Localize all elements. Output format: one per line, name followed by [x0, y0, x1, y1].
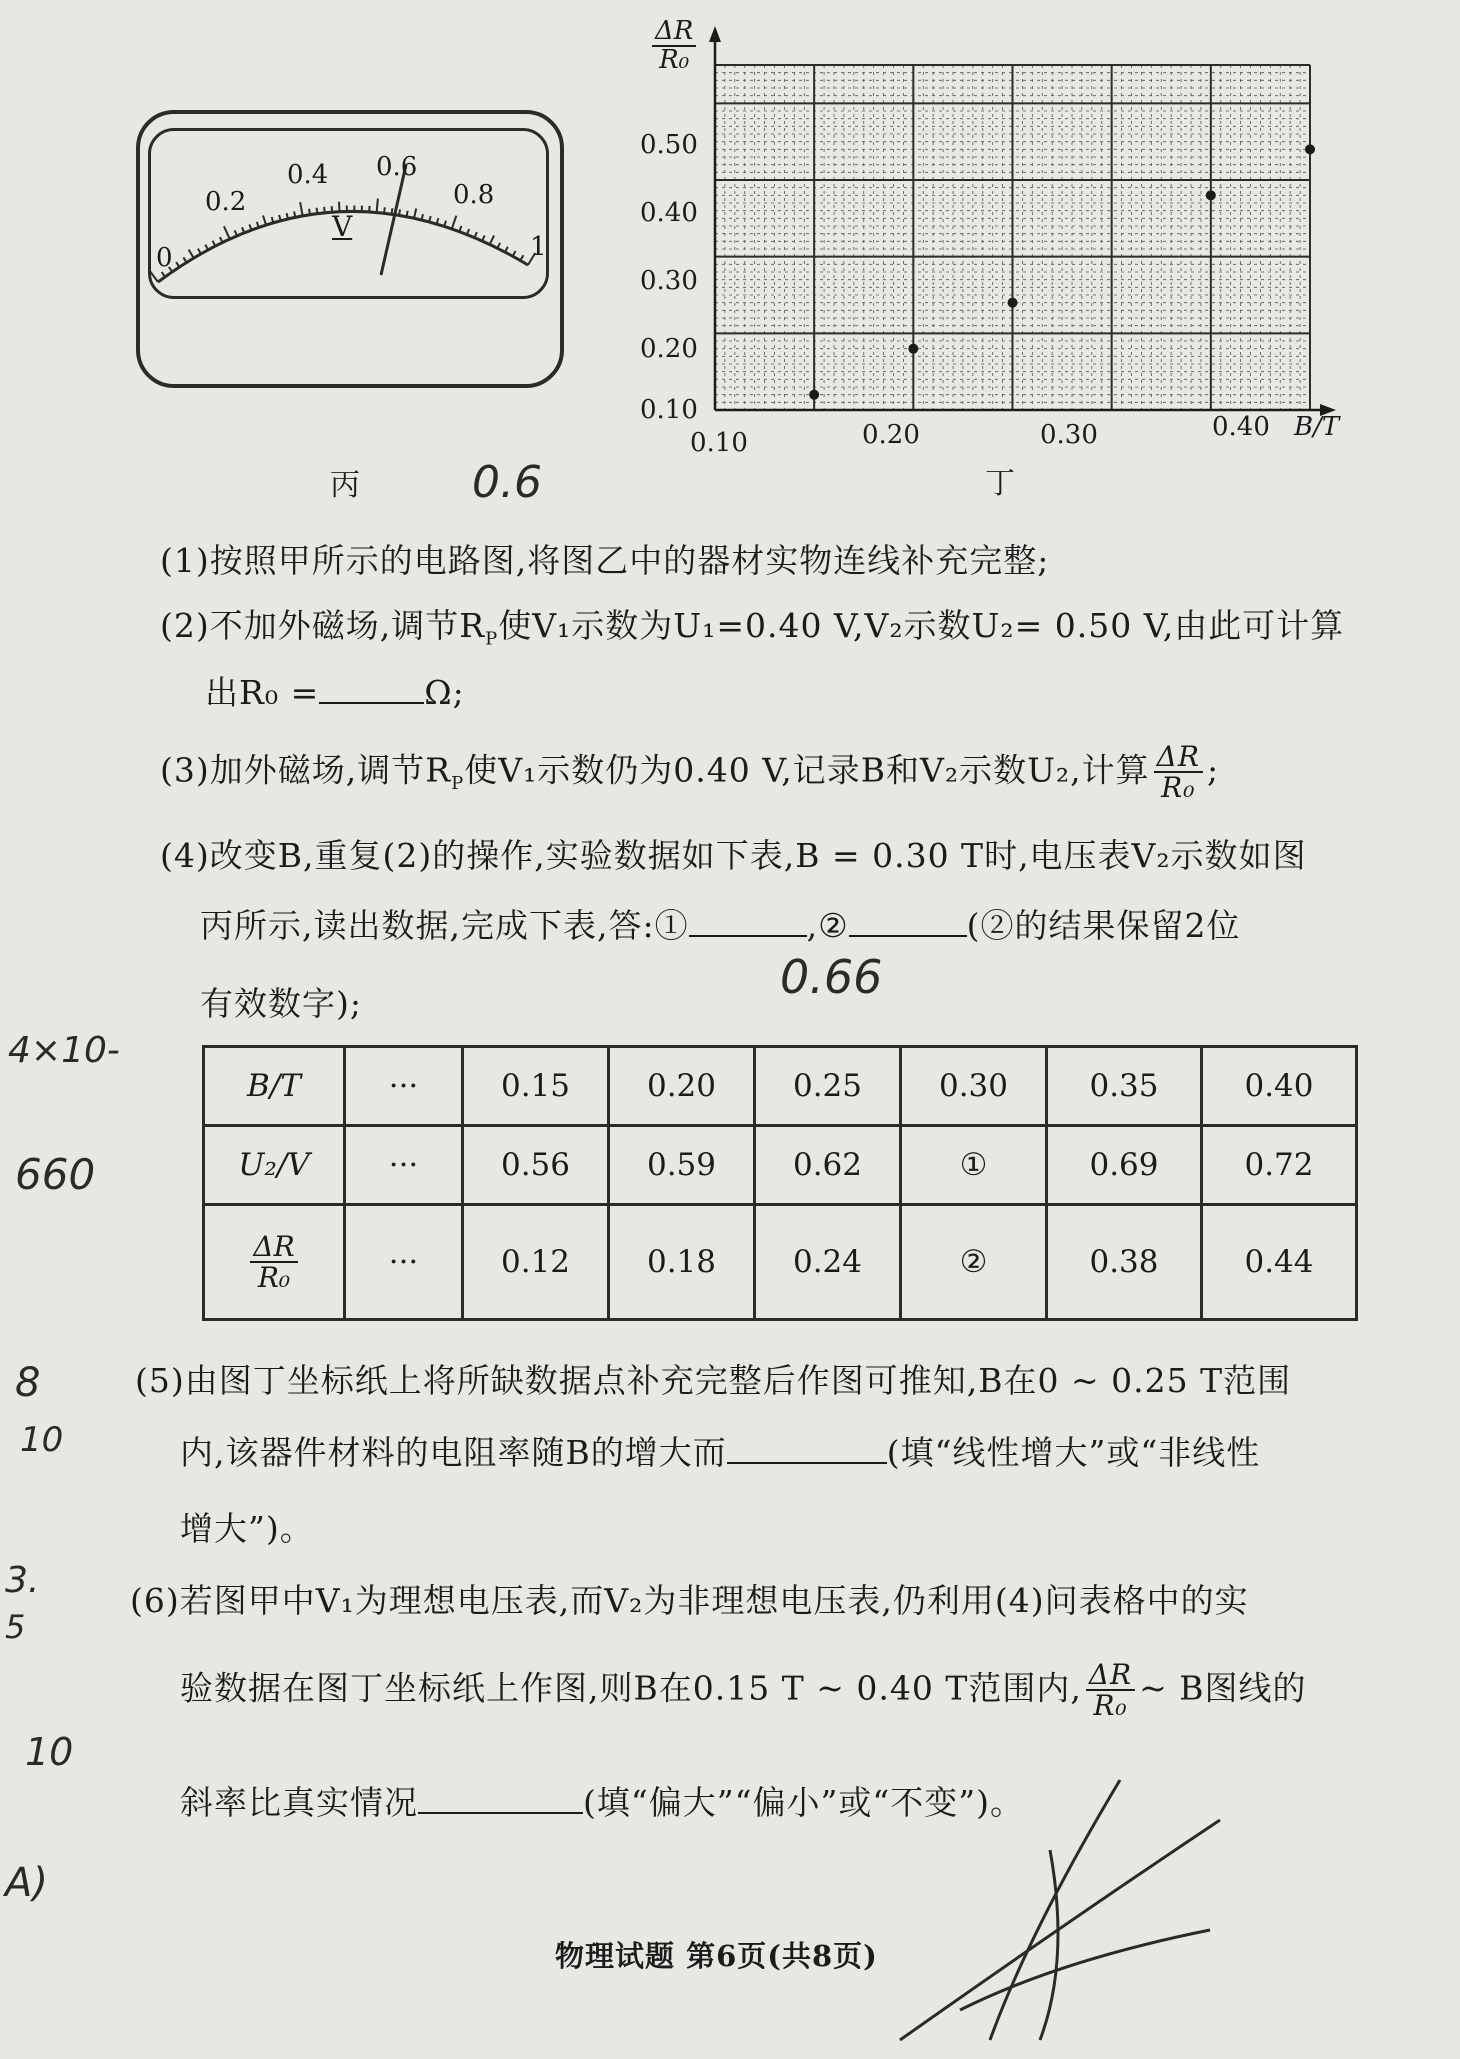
graph-caption: 丁 [985, 466, 1016, 501]
data-point [1305, 144, 1315, 154]
question-6-line1: (6)若图甲中V₁为理想电压表,而V₂为非理想电压表,仍利用(4)问表格中的实 [130, 1581, 1249, 1620]
y-tick-0.10: 0.10 [640, 395, 698, 425]
table-cell: 0.15 [463, 1047, 609, 1126]
meter-tick [414, 208, 416, 218]
graph-y-label: $\frac{\Delta R}{\text{R₀}}$ [652, 18, 696, 75]
data-point [1206, 190, 1216, 200]
meter-tick [482, 235, 484, 240]
handwritten-answer-note: 0.66 [780, 950, 883, 1004]
table-cell: 0.69 [1047, 1126, 1202, 1205]
question-6-line3: 斜率比真实情况 (填“偏大”“偏小”或“不变”)。 [180, 1783, 1024, 1822]
meter-tick [183, 257, 186, 262]
meter-tick [317, 208, 318, 214]
margin-note: 8 [15, 1360, 41, 1406]
meter-tick [309, 209, 310, 215]
page-footer: 物理试题 第6页(共8页) [555, 1939, 878, 1973]
meter-label-0.4: 0.4 [287, 160, 329, 190]
data-table [202, 1045, 1358, 1321]
meter-label-1: 1 [530, 232, 547, 262]
meter-tick [384, 207, 385, 213]
table-cell: 0.30 [901, 1047, 1047, 1126]
table-cell: 0.40 [1202, 1047, 1357, 1126]
meter-tick [399, 209, 400, 215]
answer-blank-6 [418, 1782, 583, 1814]
handwritten-meter-note: 0.6 [472, 457, 542, 508]
table-row [204, 1126, 1357, 1205]
x-axis-label: B/T [1294, 412, 1340, 442]
table-cell: ··· [345, 1047, 463, 1126]
data-point [1008, 298, 1018, 308]
margin-note: A) [5, 1860, 48, 1906]
meter-tick [452, 216, 457, 229]
meter-caption: 丙 [330, 468, 361, 503]
table-cell: 0.18 [609, 1205, 755, 1320]
y-tick-0.30: 0.30 [640, 266, 698, 296]
question-4-line1: (4)改变B,重复(2)的操作,实验数据如下表,B = 0.30 T时,电压表V₂示数如图 [160, 836, 1307, 875]
meter-tick [324, 207, 325, 213]
table-cell: 0.24 [755, 1205, 901, 1320]
meter-tick [213, 241, 216, 246]
table-row [204, 1047, 1357, 1126]
table-row [204, 1205, 1357, 1320]
meter-tick [422, 214, 423, 220]
meter-tick [392, 208, 393, 214]
meter-unit: V [332, 210, 353, 243]
question-4-line3: 有效数字); [200, 984, 362, 1023]
meter-tick [407, 211, 408, 217]
margin-note: 10 [20, 1420, 64, 1460]
meter-tick [198, 249, 201, 254]
x-tick-0.40: 0.40 [1212, 412, 1270, 442]
meter-tick [377, 199, 378, 213]
question-2-line2: 出R₀ = Ω; [205, 673, 465, 712]
table-cell: ··· [345, 1205, 463, 1320]
margin-note: 4×10- [8, 1030, 120, 1071]
answer-blank-5 [727, 1432, 887, 1464]
margin-note: 660 [15, 1150, 96, 1199]
y-tick-0.20: 0.20 [640, 334, 698, 364]
meter-tick [497, 243, 500, 248]
y-tick-0.40: 0.40 [640, 198, 698, 228]
meter-tick [205, 245, 208, 250]
graph-ding [620, 10, 1360, 460]
table-cell: 0.62 [755, 1126, 901, 1205]
question-4-line2: 丙所示,读出数据,完成下表,答:① ,② (②的结果保留2位 [200, 906, 1241, 945]
data-point [908, 344, 918, 354]
meter-tick [224, 226, 230, 239]
question-6-line2: 验数据在图丁坐标纸上作图,则B在0.15 T ~ 0.40 T范围内, $\frac{\Delta R}{\text{R₀}}$ ~ B图线的 [180, 1658, 1307, 1723]
table-cell: 0.44 [1202, 1205, 1357, 1320]
answer-blank-1 [689, 905, 807, 937]
data-point [809, 390, 819, 400]
meter-tick [520, 255, 523, 260]
meter-tick [300, 202, 302, 216]
margin-note: 3. [5, 1560, 40, 1601]
meter-label-0.6: 0.6 [376, 152, 418, 182]
table-cell: 0.72 [1202, 1126, 1357, 1205]
meter-tick [287, 213, 288, 219]
x-tick-0.20: 0.20 [862, 420, 920, 450]
table-cell: ② [901, 1205, 1047, 1320]
question-1: (1)按照甲所示的电路图,将图乙中的器材实物连线补充完整; [160, 541, 1050, 580]
question-5-line3: 增大”)。 [180, 1509, 314, 1548]
meter-tick [235, 230, 237, 236]
meter-tick [189, 249, 194, 258]
table-cell: B/T [204, 1047, 345, 1126]
table-cell: 0.12 [463, 1205, 609, 1320]
table-cell: 0.38 [1047, 1205, 1202, 1320]
table-cell: $\frac{\Delta R}{\text{R₀}}$ [204, 1205, 345, 1320]
table-cell: ① [901, 1126, 1047, 1205]
handwritten-sketch [880, 1760, 1300, 2050]
question-5-line2: 内,该器件材料的电阻率随B的增大而 (填“线性增大”或“非线性 [180, 1433, 1261, 1472]
margin-note: 5 [5, 1608, 26, 1646]
table-cell: 0.35 [1047, 1047, 1202, 1126]
table-cell: 0.25 [755, 1047, 901, 1126]
question-2-line1: (2)不加外磁场,调节$R_P$使V₁示数为U₁=0.40 V,V₂示数U₂= 0.50 V,由此可计算 [160, 606, 1345, 650]
meter-tick [490, 235, 494, 244]
table-cell: 0.20 [609, 1047, 755, 1126]
question-5-line1: (5)由图丁坐标纸上将所缺数据点补充完整后作图可推知,B在0 ~ 0.25 T范围 [135, 1361, 1292, 1400]
meter-label-0.8: 0.8 [453, 180, 495, 210]
table-cell: 0.56 [463, 1126, 609, 1205]
table-cell: ··· [345, 1126, 463, 1205]
meter-tick [475, 232, 477, 238]
answer-blank-r0 [319, 672, 424, 704]
meter-tick [176, 262, 179, 267]
meter-label-0: 0 [156, 243, 173, 273]
voltmeter-scale [136, 110, 566, 390]
x-tick-0.30: 0.30 [1040, 420, 1098, 450]
table-cell: 0.59 [609, 1126, 755, 1205]
table-cell: U₂/V [204, 1126, 345, 1205]
question-3: (3)加外磁场,调节$R_P$使V₁示数仍为0.40 V,记录B和V₂示数U₂,计算 $\frac{\Delta R}{\text{R₀}}$ ; [160, 740, 1220, 805]
answer-blank-2 [849, 905, 967, 937]
y-tick-0.50: 0.50 [640, 130, 698, 160]
margin-note: 10 [25, 1730, 74, 1774]
meter-tick [513, 251, 516, 256]
meter-tick [505, 247, 508, 252]
x-tick-0.10: 0.10 [690, 428, 748, 458]
meter-label-0.2: 0.2 [205, 187, 247, 217]
meter-tick [263, 215, 266, 225]
meter-tick [294, 211, 295, 217]
meter-tick [220, 237, 223, 242]
